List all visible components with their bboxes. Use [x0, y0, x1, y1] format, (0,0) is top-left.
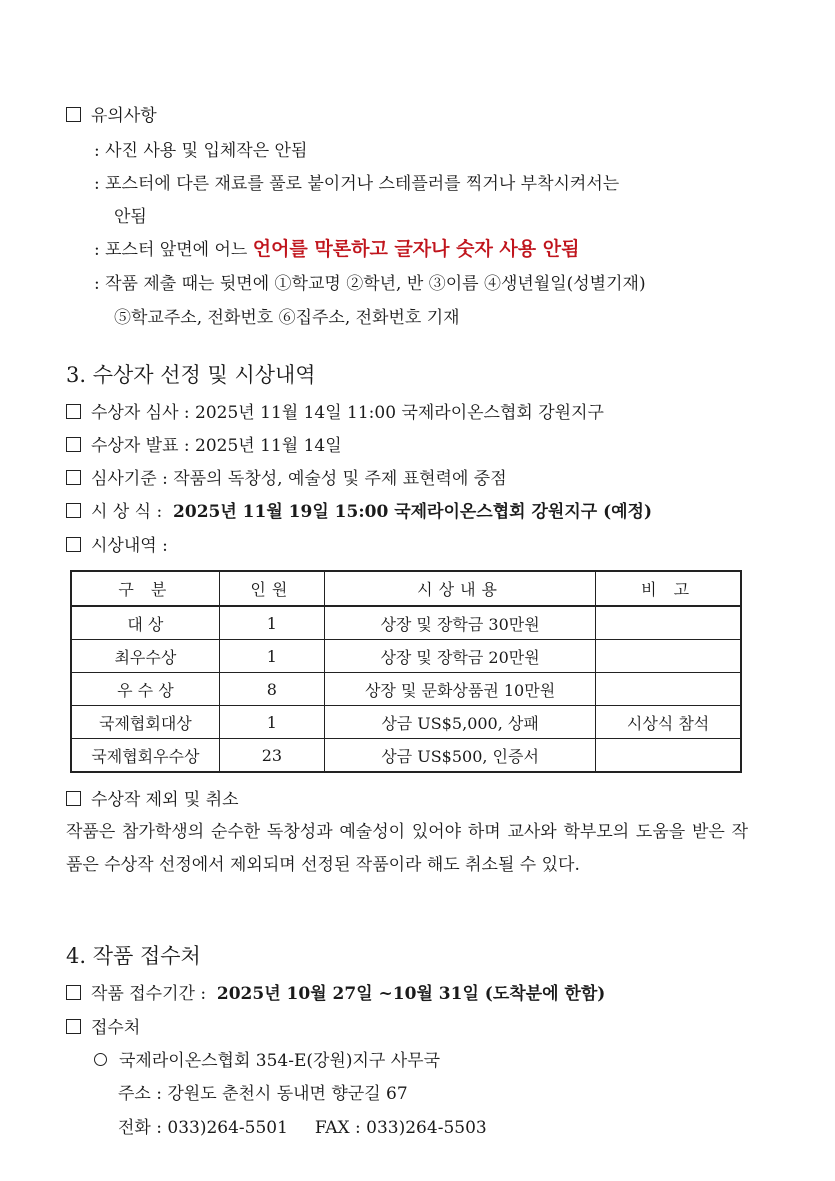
table-cell-content: 상금 US$500, 인증서 [324, 739, 595, 773]
section-heading: 4. 작품 접수처 [66, 944, 201, 968]
notice-highlight-text: 언어를 막론하고 글자나 숫자 사용 안됨 [252, 238, 580, 260]
notice-title-line [66, 104, 157, 128]
table-cell-note: 시상식 참석 [596, 706, 741, 739]
review-text: 수상자 심사 : 2025년 11월 14일 11:00 국제라이온스협회 강원지구 [91, 403, 604, 423]
checkbox-square-icon [66, 437, 81, 452]
place-label: 접수처 [91, 1018, 141, 1038]
table-cell-content: 상장 및 문화상품권 10만원 [324, 673, 595, 706]
awards-label: 시상내역 : [91, 536, 168, 556]
table-cell-category: 국제협회대상 [71, 706, 219, 739]
period-line [66, 982, 605, 1006]
awards-table [70, 570, 742, 773]
table-header-cell: 구 분 [71, 571, 219, 606]
circle-bullet-icon [94, 1053, 107, 1066]
notice-item: 안됨 [114, 207, 147, 227]
notice-title: 유의사항 [91, 106, 157, 126]
notice-item: : 포스터에 다른 재료를 풀로 붙이거나 스테플러를 찍거나 부착시켜서는 [94, 174, 620, 194]
notice-item: ⑤학교주소, 전화번호 ⑥집주소, 전화번호 기재 [114, 308, 460, 328]
section-heading: 3. 수상자 선정 및 시상내역 [66, 363, 316, 387]
table-cell-count: 23 [219, 739, 324, 773]
table-cell-count: 1 [219, 640, 324, 673]
table-cell-count: 1 [219, 606, 324, 640]
table-cell-count: 1 [219, 706, 324, 739]
place-line [66, 1016, 140, 1040]
office-text: 국제라이온스협회 354-E(강원)지구 사무국 [119, 1051, 441, 1071]
ceremony-text: 2025년 11월 19일 15:00 국제라이온스협회 강원지구 (예정) [173, 502, 653, 522]
notice-item-highlight-line [94, 237, 579, 262]
table-row [71, 739, 741, 773]
table-cell-note [596, 673, 741, 706]
table-cell-note [596, 606, 741, 640]
table-cell-content: 상금 US$5,000, 상패 [324, 706, 595, 739]
exclusion-title-line [66, 788, 239, 812]
contact-text: 전화 : 033)264-5501 FAX : 033)264-5503 [118, 1118, 487, 1138]
table-row [71, 606, 741, 640]
notice-item: : 작품 제출 때는 뒷면에 ①학교명 ②학년, 반 ③이름 ④생년월일(성별기재) [94, 274, 646, 294]
table-cell-count: 8 [219, 673, 324, 706]
table-header-cell: 인원 [219, 571, 324, 606]
table-cell-note [596, 739, 741, 773]
checkbox-square-icon [66, 503, 81, 518]
period-text: 2025년 10월 27일 ~10월 31일 (도착분에 한함) [216, 984, 606, 1004]
table-cell-content: 상장 및 장학금 30만원 [324, 606, 595, 640]
table-header-cell: 비 고 [596, 571, 741, 606]
table-cell-category: 대 상 [71, 606, 219, 640]
checkbox-square-icon [66, 985, 81, 1000]
table-row [71, 673, 741, 706]
review-line [66, 401, 604, 425]
checkbox-square-icon [66, 404, 81, 419]
notice-item: : 사진 사용 및 입체작은 안됨 [94, 141, 308, 161]
criteria-line [66, 467, 507, 491]
exclusion-title: 수상작 제외 및 취소 [91, 790, 239, 810]
address-text: 주소 : 강원도 춘천시 동내면 향군길 67 [118, 1084, 408, 1104]
period-label: 작품 접수기간 : [91, 984, 207, 1004]
table-header-cell: 시상내용 [324, 571, 595, 606]
checkbox-square-icon [66, 1019, 81, 1034]
table-cell-category: 우 수 상 [71, 673, 219, 706]
table-row [71, 706, 741, 739]
announce-line [66, 434, 342, 458]
announce-text: 수상자 발표 : 2025년 11월 14일 [91, 436, 342, 456]
checkbox-square-icon [66, 537, 81, 552]
table-header-row [71, 571, 741, 606]
table-cell-content: 상장 및 장학금 20만원 [324, 640, 595, 673]
awards-label-line [66, 534, 168, 558]
notice-item-prefix: : 포스터 앞면에 어느 [94, 240, 253, 260]
table-cell-note [596, 640, 741, 673]
ceremony-label: 시 상 식 : [91, 502, 163, 522]
criteria-text: 심사기준 : 작품의 독창성, 예술성 및 주제 표현력에 중점 [91, 469, 507, 489]
checkbox-square-icon [66, 470, 81, 485]
office-line [94, 1049, 440, 1073]
ceremony-line [66, 500, 652, 524]
exclusion-paragraph: 작품은 참가학생의 순수한 독창성과 예술성이 있어야 하며 교사와 학부모의 도움을 받은 작품은 수상작 선정에서 제외되며 선정된 작품이라 해도 취소될 수 있다. [66, 822, 748, 875]
checkbox-square-icon [66, 791, 81, 806]
table-cell-category: 국제협회우수상 [71, 739, 219, 773]
table-cell-category: 최우수상 [71, 640, 219, 673]
table-row [71, 640, 741, 673]
checkbox-square-icon [66, 107, 81, 122]
